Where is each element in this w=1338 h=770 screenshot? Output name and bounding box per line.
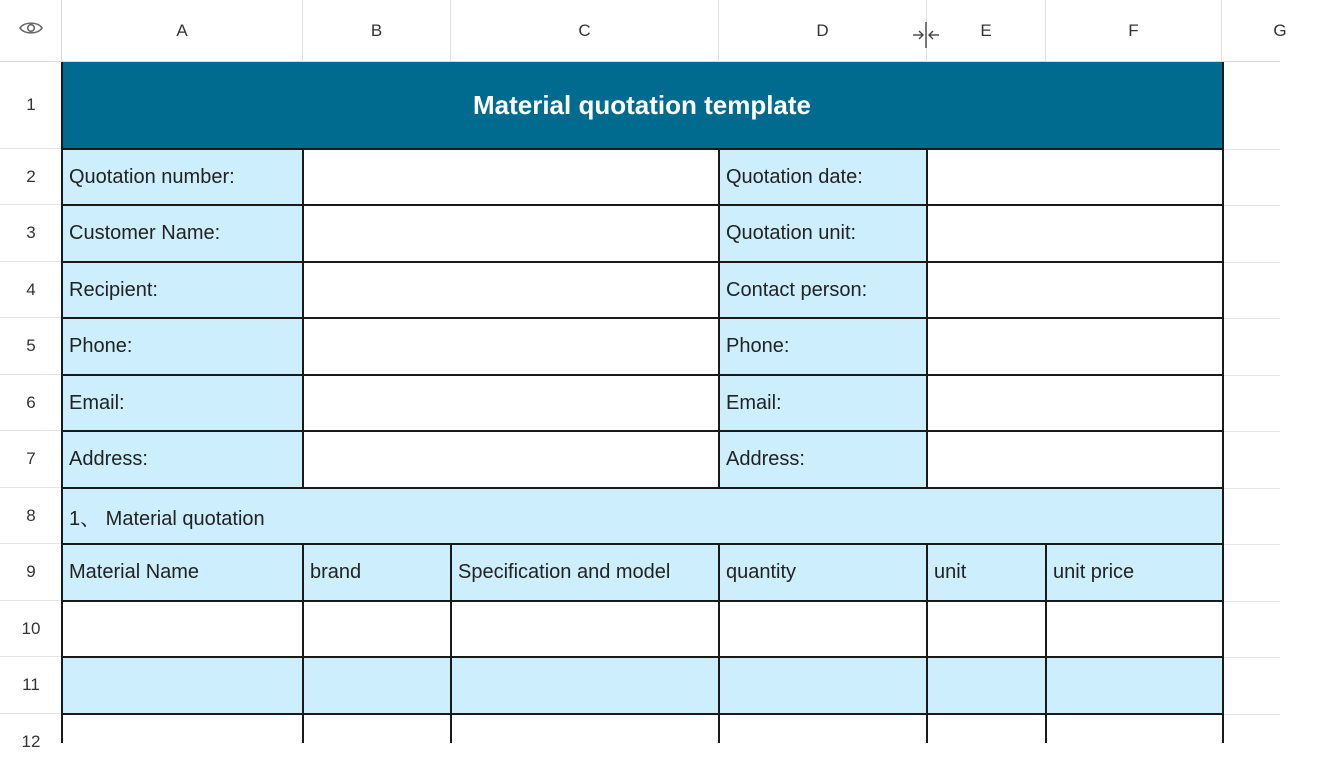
cell-border — [1222, 62, 1224, 743]
row-header-2[interactable]: 2 — [0, 149, 62, 205]
cell-border — [302, 544, 304, 743]
eye-icon[interactable] — [18, 19, 44, 42]
column-header-b[interactable]: B — [303, 0, 451, 62]
column-header-e[interactable]: E — [927, 0, 1046, 62]
table-row[interactable] — [62, 601, 1222, 657]
gridline — [1222, 375, 1280, 376]
label-quotation-number[interactable]: Quotation number: — [62, 149, 303, 205]
select-all-corner[interactable] — [0, 0, 62, 62]
gridline — [1222, 149, 1280, 150]
header-unit-price[interactable]: unit price — [1046, 544, 1222, 601]
label-contact-person[interactable]: Contact person: — [719, 262, 927, 318]
cell-border — [62, 487, 1224, 489]
table-row[interactable] — [62, 714, 1222, 743]
label-email-right[interactable]: Email: — [719, 375, 927, 431]
gridline — [1222, 431, 1280, 432]
header-brand[interactable]: brand — [303, 544, 451, 601]
table-row[interactable] — [62, 657, 1222, 714]
row-header-10[interactable]: 10 — [0, 601, 62, 657]
row-header-5[interactable]: 5 — [0, 318, 62, 375]
row-header-6[interactable]: 6 — [0, 375, 62, 431]
column-header-f[interactable]: F — [1046, 0, 1222, 62]
row-header-8[interactable]: 8 — [0, 488, 62, 544]
label-quotation-date[interactable]: Quotation date: — [719, 149, 927, 205]
label-quotation-unit[interactable]: Quotation unit: — [719, 205, 927, 262]
cell-border — [62, 543, 1224, 545]
gridline — [1222, 205, 1280, 206]
column-header-d[interactable]: D — [719, 0, 927, 62]
column-resize-icon[interactable] — [911, 20, 941, 50]
gridline — [1222, 318, 1280, 319]
cell-border — [62, 204, 1224, 206]
row-header-1[interactable]: 1 — [0, 62, 62, 149]
cell-border — [450, 544, 452, 743]
cell-border — [62, 148, 1224, 150]
column-header-a[interactable]: A — [62, 0, 303, 62]
label-phone-right[interactable]: Phone: — [719, 318, 927, 375]
row-header-3[interactable]: 3 — [0, 205, 62, 262]
gridline — [1222, 488, 1280, 489]
gridline — [1222, 714, 1280, 715]
cell-border — [62, 317, 1224, 319]
column-header-g[interactable]: G — [1273, 21, 1287, 40]
row-header-7[interactable]: 7 — [0, 431, 62, 488]
row-header-11[interactable]: 11 — [0, 657, 62, 714]
label-customer-name[interactable]: Customer Name: — [62, 205, 303, 262]
cell-border — [926, 544, 928, 743]
cell-border — [62, 656, 1224, 658]
cell-border — [62, 713, 1224, 715]
title-cell[interactable]: Material quotation template — [62, 62, 1222, 149]
header-unit[interactable]: unit — [927, 544, 1046, 601]
cell-border — [61, 62, 63, 743]
row-header-12[interactable]: 12 — [21, 732, 41, 751]
cell-border — [302, 149, 304, 488]
cell-border — [62, 374, 1224, 376]
cell-border — [926, 149, 928, 488]
label-email-left[interactable]: Email: — [62, 375, 303, 431]
header-quantity[interactable]: quantity — [719, 544, 927, 601]
header-specification[interactable]: Specification and model — [451, 544, 719, 601]
label-recipient[interactable]: Recipient: — [62, 262, 303, 318]
cell-border — [718, 544, 720, 743]
cell-border — [62, 261, 1224, 263]
label-address-right[interactable]: Address: — [719, 431, 927, 488]
label-address-left[interactable]: Address: — [62, 431, 303, 488]
row-header-9[interactable]: 9 — [0, 544, 62, 601]
gridline — [1222, 601, 1280, 602]
cell-border — [62, 430, 1224, 432]
gridline — [1222, 657, 1280, 658]
cell-border — [1045, 544, 1047, 743]
gridline — [1222, 262, 1280, 263]
column-header-c[interactable]: C — [451, 0, 719, 62]
cell-border — [62, 600, 1224, 602]
section-heading[interactable]: 1、 Material quotation — [62, 488, 1222, 544]
cell-border — [718, 149, 720, 488]
label-phone-left[interactable]: Phone: — [62, 318, 303, 375]
gridline — [1222, 544, 1280, 545]
row-header-4[interactable]: 4 — [0, 262, 62, 318]
header-material-name[interactable]: Material Name — [62, 544, 303, 601]
